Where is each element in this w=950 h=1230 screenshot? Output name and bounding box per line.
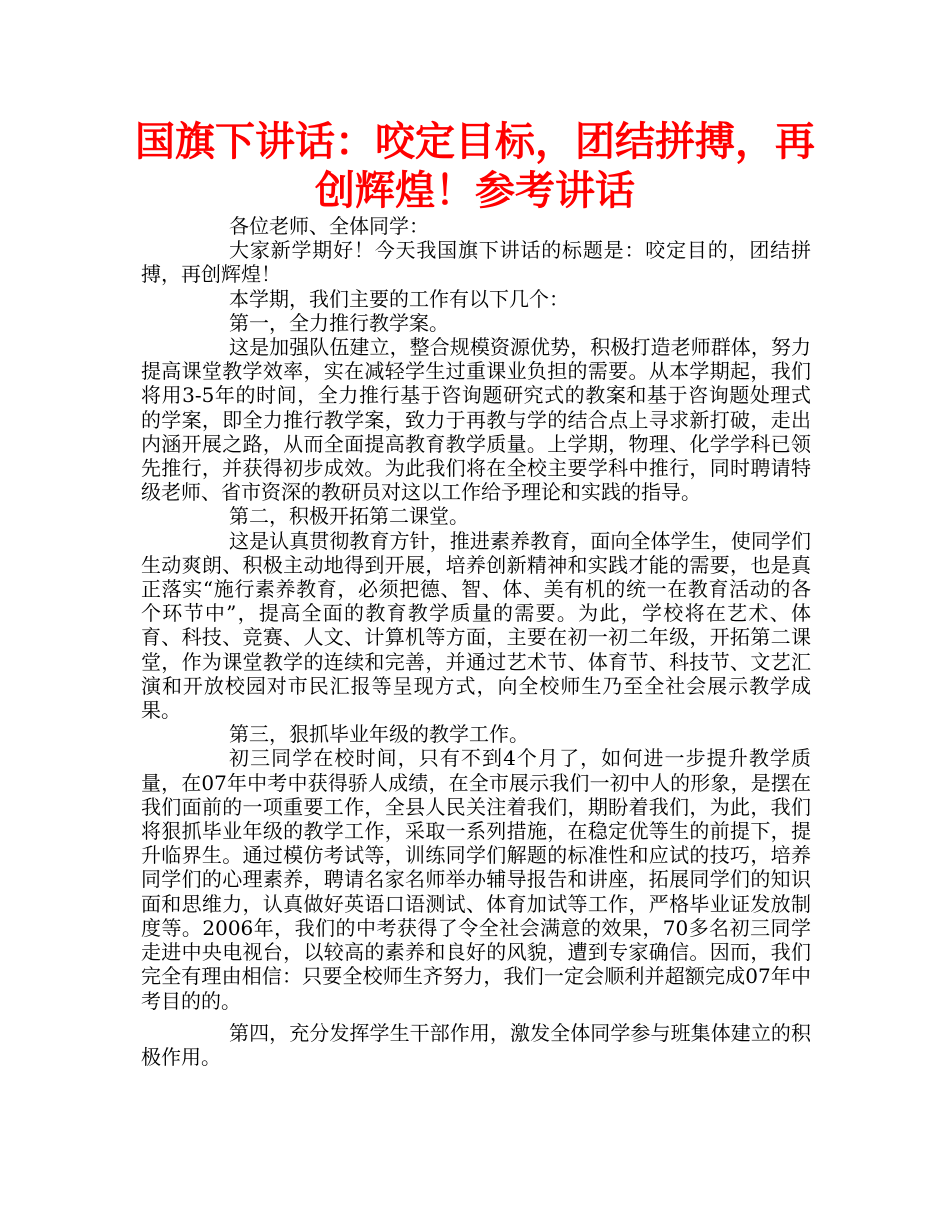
point-three-paragraph: 初三同学在校时间，只有不到4个月了，如何进一步提升教学质量，在07年中考中获得骄人成绩，在全市展示我们一初中人的形象，是摆在我们面前的一项重要工作，全县人民关注着我们，期盼着我们，为此，我们将狠抓毕业年级的教学工作，采取一系列措施，在稳定优等生的前提下，提升临界生。通过模仿考试等，训练同学们解题的标准性和应试的技巧，培养同学们的心理素养，聘请名家名师举办辅导报告和讲座，拓展同学们的知识面和思维力，认真做好英语口语测试、体育加试等工作，严格毕业证发放制度等。2006年，我们的中考获得了令全社会满意的效果，70多名初三同学走进中央电视台，以较高的素养和良好的风貌，遭到专家确信。因而，我们完全有理由相信：只要全校师生齐努力，我们一定会顺利并超额完成07年中考目的的。: [141, 746, 811, 1013]
salutation-paragraph: 各位老师、全体同学：: [229, 214, 429, 238]
heading-point-one: 第一，全力推行教学案。: [229, 310, 449, 335]
point-one-paragraph: 这是加强队伍建立，整合规模资源优势，积极打造老师群体，努力提高课堂教学效率，实在减轻学生过重课业负担的需要。从本学期起，我们将用3-5年的时间，全力推行基于咨询题研究式的教案和基于咨询题处理式的学案，即全力推行教学案，致力于再教与学的结合点上寻求新打破，走出内涵开展之路，从而全面提高教育教学质量。上学期，物理、化学学科已领先推行，并获得初步成效。为此我们将在全校主要学科中推行，同时聘请特级老师、省市资深的教研员对这以工作给予理论和实践的指导。: [141, 335, 811, 505]
point-two-paragraph: 这是认真贯彻教育方针，推进素养教育，面向全体学生，使同学们生动爽朗、积极主动地得到开展，培养创新精神和实践才能的需要，也是真正落实“施行素养教育，必须把德、智、体、美有机的统一在教育活动的各个环节中”，提高全面的教育教学质量的需要。为此，学校将在艺术、体育、科技、竞赛、人文、计算机等方面，主要在初一初二年级，开拓第二课堂，作为课堂教学的连续和完善，并通过艺术节、体育节、科技节、文艺汇演和开放校园对市民汇报等呈现方式，向全校师生乃至全社会展示教学成果。: [141, 528, 811, 723]
document-body: [141, 214, 811, 1069]
heading-point-two: 第二，积极开拓第二课堂。: [229, 504, 469, 529]
heading-point-four: 第四，充分发挥学生干部作用，激发全体同学参与班集体建立的积极作用。: [141, 1020, 811, 1069]
intro-paragraph: 大家新学期好！今天我国旗下讲话的标题是：咬定目的，团结拼搏，再创辉煌！: [141, 238, 811, 287]
overview-paragraph: 本学期，我们主要的工作有以下几个：: [229, 286, 569, 311]
heading-point-three: 第三，狠抓毕业年级的教学工作。: [229, 722, 529, 747]
document-title: 国旗下讲话：咬定目标，团结拼搏，再创辉煌！参考讲话: [135, 119, 815, 214]
